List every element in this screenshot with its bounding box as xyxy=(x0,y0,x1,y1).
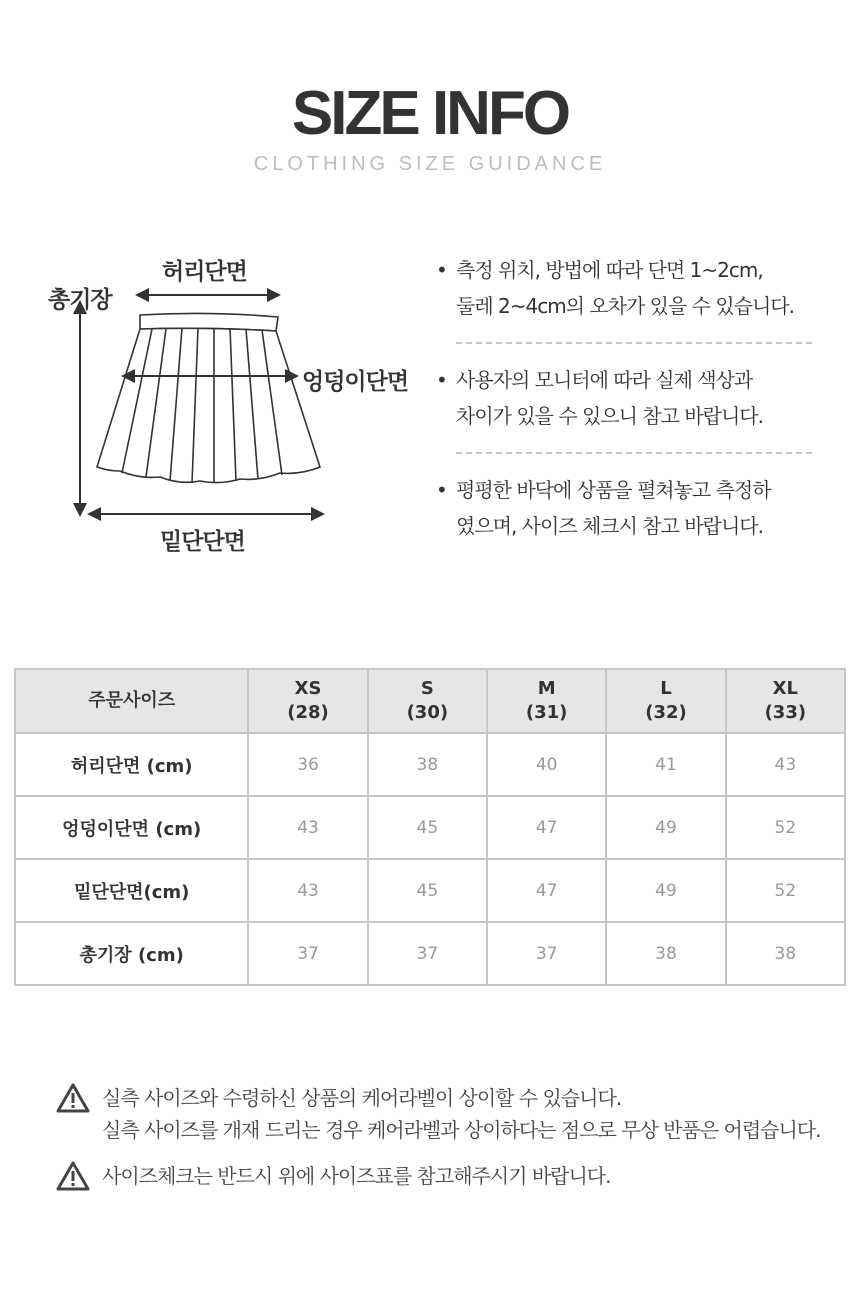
table-cell: 49 xyxy=(606,796,725,859)
table-row xyxy=(15,859,845,922)
size-name: S xyxy=(420,678,434,699)
skirt-diagram xyxy=(40,245,430,565)
table-cell: 38 xyxy=(726,922,845,985)
size-number: (33) xyxy=(764,702,807,723)
waist-label: 허리단면 xyxy=(162,259,247,285)
header-size-l xyxy=(606,669,725,733)
skirt-shape xyxy=(97,313,320,483)
hem-label: 밑단단면 xyxy=(160,529,245,555)
table-cell: 52 xyxy=(726,859,845,922)
row-label-hem: 밑단단면(cm) xyxy=(15,859,248,922)
note-line: 평평한 바닥에 상품을 펼쳐놓고 측정하 xyxy=(456,478,771,502)
table-cell: 49 xyxy=(606,859,725,922)
note-line: 였으며, 사이즈 체크시 참고 바랍니다. xyxy=(456,514,763,538)
table-cell: 45 xyxy=(368,796,487,859)
note-item xyxy=(436,362,816,434)
table-row xyxy=(15,733,845,796)
size-number: (28) xyxy=(287,702,329,723)
bullet-icon: • xyxy=(436,478,447,502)
table-cell: 38 xyxy=(368,733,487,796)
warning-item xyxy=(56,1160,846,1192)
table-cell: 45 xyxy=(368,859,487,922)
note-line: 둘레 2~4cm의 오차가 있을 수 있습니다. xyxy=(456,294,794,318)
header-order-size: 주문사이즈 xyxy=(15,669,248,733)
warning-line: 실측 사이즈와 수령하신 상품의 케어라벨이 상이할 수 있습니다. xyxy=(102,1086,622,1110)
size-number: (31) xyxy=(525,702,568,723)
page-title: SIZE INFO xyxy=(291,79,569,148)
size-name: L xyxy=(660,678,672,699)
warning-line: 실측 사이즈를 개재 드리는 경우 케어라벨과 상이하다는 점으로 무상 반품은 어렵습니다. xyxy=(102,1118,821,1142)
table-cell: 36 xyxy=(248,733,367,796)
bullet-icon: • xyxy=(436,368,447,392)
hip-label: 엉덩이단면 xyxy=(302,369,409,395)
table-cell: 47 xyxy=(487,796,606,859)
table-cell: 37 xyxy=(248,922,367,985)
header-size-m xyxy=(487,669,606,733)
measurement-notes xyxy=(436,252,816,544)
dashed-divider xyxy=(456,452,812,454)
table-cell: 43 xyxy=(726,733,845,796)
size-name: XL xyxy=(772,678,798,699)
note-line: 측정 위치, 방법에 따라 단면 1~2cm, xyxy=(456,258,763,282)
warning-triangle-icon xyxy=(56,1083,90,1113)
table-cell: 43 xyxy=(248,796,367,859)
table-header-row xyxy=(15,669,845,733)
row-label-waist: 허리단면 (cm) xyxy=(15,733,248,796)
table-cell: 40 xyxy=(487,733,606,796)
row-label-length: 총기장 (cm) xyxy=(15,922,248,985)
table-cell: 37 xyxy=(368,922,487,985)
warning-line: 사이즈체크는 반드시 위에 사이즈표를 참고해주시기 바랍니다. xyxy=(102,1164,611,1188)
table-cell: 43 xyxy=(248,859,367,922)
warning-triangle-icon xyxy=(56,1161,90,1191)
note-item xyxy=(436,252,816,324)
table-cell: 41 xyxy=(606,733,725,796)
warning-notes xyxy=(56,1082,846,1192)
bullet-icon: • xyxy=(436,258,447,282)
table-cell: 37 xyxy=(487,922,606,985)
length-label: 총기장 xyxy=(48,287,112,313)
table-row xyxy=(15,796,845,859)
dashed-divider xyxy=(456,342,812,344)
size-number: (32) xyxy=(645,702,687,723)
header-size-xl xyxy=(726,669,845,733)
note-line: 사용자의 모니터에 따라 실제 색상과 xyxy=(456,368,753,392)
note-line: 차이가 있을 수 있으니 참고 바랍니다. xyxy=(456,404,763,428)
size-name: M xyxy=(537,678,556,699)
note-item xyxy=(436,472,816,544)
header-size-s xyxy=(368,669,487,733)
size-table xyxy=(14,668,846,986)
table-row xyxy=(15,922,845,985)
size-number: (30) xyxy=(406,702,449,723)
page-subtitle: CLOTHING SIZE GUIDANCE xyxy=(253,153,607,175)
row-label-hip: 엉덩이단면 (cm) xyxy=(15,796,248,859)
table-cell: 52 xyxy=(726,796,845,859)
warning-item xyxy=(56,1082,846,1146)
table-cell: 47 xyxy=(487,859,606,922)
table-cell: 38 xyxy=(606,922,725,985)
header-size-xs xyxy=(248,669,367,733)
size-name: XS xyxy=(294,678,322,699)
